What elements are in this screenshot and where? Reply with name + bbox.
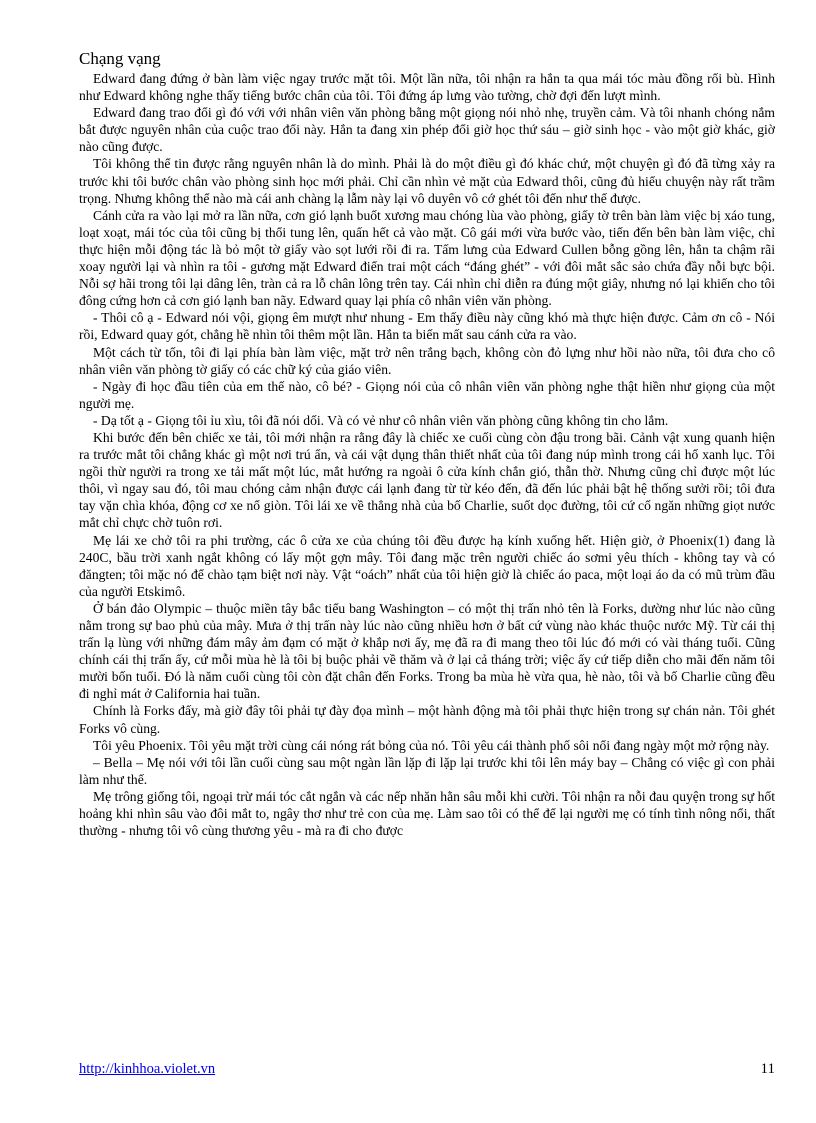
paragraph: Tôi yêu Phoenix. Tôi yêu mặt trời cùng cái nóng rát bỏng của nó. Tôi yêu cái thành phố sôi nổi đang ngày một mở rộng này.	[93, 737, 770, 753]
paragraph: Ở bán đảo Olympic – thuộc miền tây bắc tiểu bang Washington – có một thị trấn nhỏ tên là Forks, dường như lúc nào cũng nằm trong sự bao phủ của mây. Mưa ở thị trấn này lúc nào cũng nhiều hơn ở bất cứ vùng nào khác thuộc nước Mỹ. Từ cái thị trấn lạ lùng với những đám mây ảm đạm có mặt ở khắp nơi ấy, mẹ đã ra đi mang theo tôi lúc đó mới có vài tháng tuổi. Cũng chính cái thị trấn ấy, cứ mỗi mùa hè là tôi bị buộc phải về thăm và ở lại cả tháng trời; việc ấy cứ tiếp diễn cho mãi đến năm tôi mười bốn tuổi. Đó là năm cuối cùng tôi còn đặt chân đến Forks. Trong ba mùa hè vừa qua, hè nào, tôi và bố Charlie cũng đều đi nghỉ mát ở California hai tuần.	[79, 600, 775, 702]
chapter-title: Chạng vạng	[79, 49, 161, 68]
paragraph: – Bella – Mẹ nói với tôi lần cuối cùng sau một ngàn lần lặp đi lặp lại trước khi tôi lên máy bay – Chẳng có việc gì con phải làm như thế.	[79, 754, 775, 787]
paragraph: Mẹ trông giống tôi, ngoại trừ mái tóc cắt ngắn và các nếp nhăn hằn sâu mỗi khi cười. Tôi nhận ra nỗi đau quyện trong sự hốt hoảng khi nhìn sâu vào đôi mắt to, ngây thơ như trẻ con của mẹ. Làm sao tôi có thể để lại người mẹ có tính tình nông nổi, thất thường - nhưng tôi vô cùng thương yêu - mà ra đi cho được	[79, 788, 775, 839]
paragraph: - Dạ tốt ạ - Giọng tôi ỉu xìu, tôi đã nói dối. Và có vẻ như cô nhân viên văn phòng cũng không tin cho lắm.	[93, 412, 669, 428]
paragraph: Khi bước đến bên chiếc xe tải, tôi mới nhận ra rằng đây là chiếc xe cuối cùng còn đậu trong bãi. Cảnh vật xung quanh hiện ra trước mắt tôi chẳng khác gì một nơi trú ẩn, và cái vật dụng thân thiết nhất của tôi đang núp mình trong cái hố xanh lục. Tôi ngồi thừ người ra trong xe tải mất một lúc, mắt hướng ra ngoài ô cửa kính chắn gió, thẫn thờ. Nhưng cũng chỉ được một lúc thôi, vì ngay sau đó, tôi mau chóng cảm nhận được cái lạnh đang từ từ kéo đến, đã đến lúc phải bật hệ thống sưởi rồi; tôi đưa tay vặn chìa khóa, động cơ xe nổ giòn. Tôi lái xe về thẳng nhà của bố Charlie, suốt dọc đường, tôi cứ cố ngăn những giọt nước mắt chỉ chực chờ tuôn rơi.	[79, 429, 775, 531]
footer-website-link[interactable]: http://kinhhoa.violet.vn	[79, 1061, 216, 1077]
paragraph: - Thôi cô ạ - Edward nói vội, giọng êm mượt như nhung - Em thấy điều này cũng khó mà thực hiện được. Cảm ơn cô - Nói rồi, Edward quay gót, chẳng hề nhìn tôi thêm một lần. Hắn ta biến mất sau cánh cửa ra vào.	[79, 310, 775, 343]
paragraph: Chính là Forks đấy, mà giờ đây tôi phải tự đày đọa mình – một hành động mà tôi phải thực hiện trong sự chán nản. Tôi ghét Forks vô cùng.	[79, 703, 775, 736]
page-number: 11	[760, 1061, 775, 1077]
paragraph: Tôi không thể tin được rằng nguyên nhân là do mình. Phải là do một điều gì đó khác chứ, một chuyện gì đó đã từng xảy ra trước khi tôi bước chân vào phòng sinh học mới phải. Chỉ cần nhìn vẻ mặt của Edward thôi, cũng đủ hiểu chuyện này rất trầm trọng. Nhưng không thể nào mà cái anh chàng lạ lẫm này lại vô duyên vô cớ ghét tôi đến như thế được.	[79, 156, 775, 206]
paragraph: Một cách từ tốn, tôi đi lại phía bàn làm việc, mặt trở nên trắng bạch, không còn đỏ lựng như hồi nào nữa, tôi đưa cho cô nhân viên văn phòng tờ giấy có các chữ ký của giáo viên.	[79, 344, 775, 377]
body-text	[79, 70, 775, 839]
paragraph: Cánh cửa ra vào lại mở ra lần nữa, cơn gió lạnh buốt xương mau chóng lùa vào phòng, giấy tờ trên bàn làm việc bị xáo tung, loạt xoạt, mái tóc của tôi cũng bị thổi tung lên, quấn hết cả vào mặt. Cô gái mới vừa bước vào, tiến đến bên bàn làm việc, chỉ thực hiện mỗi động tác là bỏ một tờ giấy vào sọt lưới rồi đi ra. Tấm lưng của Edward Cullen bỗng gồng lên, hắn ta chậm rãi xoay người lại và nhìn ra tôi - gương mặt Edward điển trai một cách “đáng ghét” - với đôi mắt sắc sảo chứa đầy nỗi bực bội. Nỗi sợ hãi trong tôi lại dâng lên, tràn cả ra lỗ chân lông trên tay. Cái nhìn chỉ diễn ra đúng một giây, nhưng nó lại khiến cho tôi đông cứng hơn cả cơn gió lạnh ban nãy. Edward quay lại phía cô nhân viên văn phòng.	[79, 207, 775, 309]
paragraph: Edward đang đứng ở bàn làm việc ngay trước mặt tôi. Một lần nữa, tôi nhận ra hắn ta qua mái tóc màu đồng rối bù. Hình như Edward không nghe thấy tiếng bước chân của tôi. Tôi đứng áp lưng vào tường, chờ đợi đến lượt mình.	[79, 71, 775, 104]
paragraph: Edward đang trao đổi gì đó với với nhân viên văn phòng bằng một giọng nói nhỏ nhẹ, truyền cảm. Và tôi nhanh chóng nắm bắt được nguyên nhân của cuộc trao đổi này. Hắn ta đang xin phép đổi giờ học thứ sáu – giờ sinh học - vào một giờ khác, giờ nào cũng được.	[79, 105, 775, 155]
paragraph: - Ngày đi học đầu tiên của em thế nào, cô bé? - Giọng nói của cô nhân viên văn phòng nghe thật hiền như giọng của một người mẹ.	[79, 378, 775, 411]
paragraph: Mẹ lái xe chở tôi ra phi trường, các ô cửa xe của chúng tôi đều được hạ kính xuống hết. Hiện giờ, ở Phoenix(1) đang là 240C, bầu trời xanh ngắt không có lấy một gợn mây. Tôi đang mặc trên người chiếc áo sơmi yêu thích - không tay và có đăngten; tôi mặc nó để chào tạm biệt nơi này. Vật “oách” nhất của tôi hiện giờ là chiếc áo paca, một loại áo da có mũ trùm đầu của người Etskimô.	[79, 532, 775, 599]
